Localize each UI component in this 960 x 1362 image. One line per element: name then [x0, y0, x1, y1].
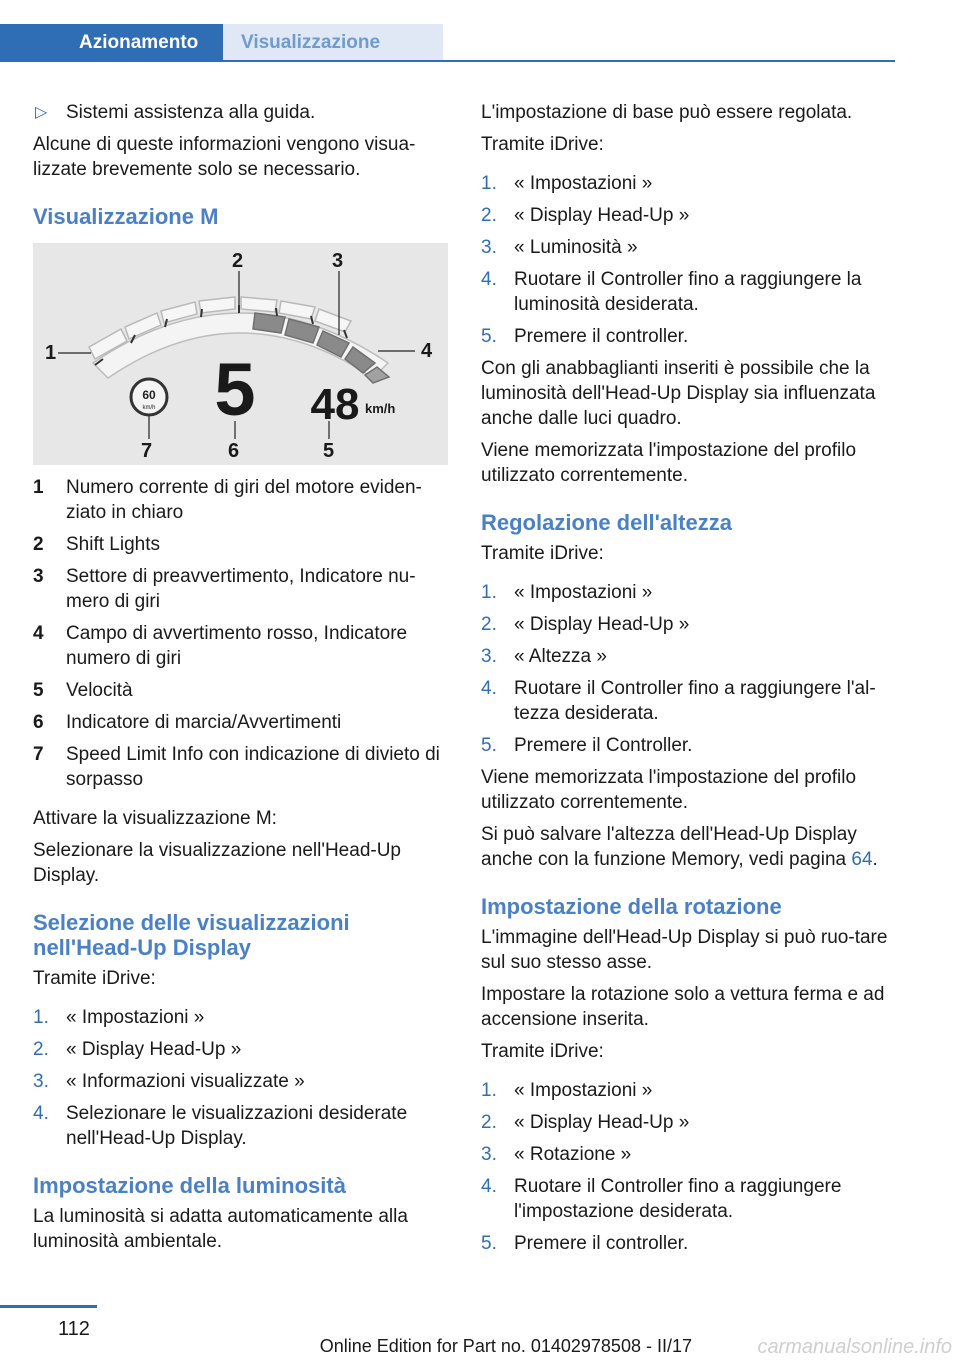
- fig-speed-unit: km/h: [365, 401, 396, 416]
- bullet-item: [33, 100, 448, 125]
- memory-text-end: .: [872, 849, 878, 870]
- step-number: 2.: [481, 205, 497, 226]
- figure-legend: [33, 475, 448, 792]
- legend-text: Indicatore di marcia/Avvertimenti: [66, 712, 342, 733]
- luminosity-base-text: L'impostazione di base può essere regolata.: [481, 102, 853, 123]
- section-title-m: Visualizzazione M: [33, 204, 219, 229]
- fig-speed: 48: [310, 380, 360, 429]
- step-number: 5.: [481, 1233, 497, 1254]
- step-item: [33, 1037, 448, 1062]
- edition-text: Online Edition for Part no. 01402978508 - II/17: [319, 1336, 692, 1356]
- section-title-height: Regolazione dell'altezza: [481, 510, 732, 535]
- page-number: 112: [58, 1318, 90, 1340]
- step-text: Ruotare il Controller fino a raggiungere l'impostazione desiderata.: [514, 1176, 842, 1222]
- step-item: [481, 612, 901, 637]
- fig-label-2: 2: [232, 250, 244, 272]
- step-item: [481, 235, 901, 260]
- step-number: 4.: [33, 1103, 49, 1124]
- step-item: [481, 1174, 901, 1224]
- legend-text: Numero corrente di giri del motore eviden‐ziato in chiaro: [66, 477, 422, 523]
- step-text: « Impostazioni »: [514, 1080, 653, 1101]
- step-item: [481, 1078, 901, 1103]
- fig-gear: 5: [214, 348, 256, 431]
- step-number: 3.: [481, 237, 497, 258]
- step-text: Ruotare il Controller fino a raggiungere l'al‐tezza desiderata.: [514, 678, 876, 724]
- step-number: 3.: [481, 646, 497, 667]
- steps-selection: [33, 1005, 448, 1151]
- step-text: « Rotazione »: [514, 1144, 632, 1165]
- step-text: Premere il Controller.: [514, 735, 693, 756]
- legend-row: [33, 621, 448, 671]
- step-item: [481, 580, 901, 605]
- legend-row: [33, 564, 448, 614]
- legend-text: Speed Limit Info con indicazione di divieto di sorpasso: [66, 744, 440, 790]
- step-text: Ruotare il Controller fino a raggiungere la luminosità desiderata.: [514, 269, 862, 315]
- intro-text: Alcune di queste informazioni vengono visua‐lizzate brevemente solo se necessario.: [33, 134, 416, 180]
- legend-number: 6: [33, 712, 44, 733]
- step-text: « Display Head-Up »: [514, 205, 690, 226]
- legend-row: [33, 742, 448, 792]
- section-title-rotation: Impostazione della rotazione: [481, 894, 782, 919]
- height-memo: Viene memorizzata l'impostazione del profilo utilizzato correntemente.: [481, 767, 857, 813]
- step-item: [481, 1142, 901, 1167]
- fig-label-5: 5: [323, 440, 335, 462]
- step-text: « Impostazioni »: [66, 1007, 205, 1028]
- step-text: Premere il controller.: [514, 1233, 689, 1254]
- step-number: 2.: [33, 1039, 49, 1060]
- right-column: [481, 100, 901, 1263]
- legend-row: [33, 678, 448, 703]
- step-item: [481, 676, 901, 726]
- tab-visualizzazione[interactable]: Visualizzazione: [223, 24, 443, 62]
- step-item: [481, 644, 901, 669]
- step-item: [481, 324, 901, 349]
- footer-divider: [0, 1305, 97, 1308]
- step-text: Premere il controller.: [514, 326, 689, 347]
- steps-height: [481, 580, 901, 758]
- fig-label-3: 3: [332, 250, 344, 272]
- fig-limit-unit: km/h: [142, 405, 156, 411]
- fig-label-4: 4: [421, 340, 433, 362]
- fig-label-6: 6: [228, 440, 240, 462]
- legend-row: [33, 475, 448, 525]
- step-number: 5.: [481, 735, 497, 756]
- steps-rotation: [481, 1078, 901, 1256]
- watermark: carmanualsonline.info: [757, 1336, 952, 1358]
- step-text: « Display Head-Up »: [66, 1039, 242, 1060]
- step-text: « Luminosità »: [514, 237, 638, 258]
- step-item: [481, 171, 901, 196]
- idrive-label: Tramite iDrive:: [481, 1041, 604, 1062]
- hud-m-figure: [33, 243, 448, 465]
- tab-azionamento[interactable]: Azionamento: [0, 24, 223, 62]
- header-tabs: [0, 0, 960, 62]
- step-number: 2.: [481, 614, 497, 635]
- step-item: [481, 1231, 901, 1256]
- legend-number: 5: [33, 680, 44, 701]
- idrive-label: Tramite iDrive:: [481, 543, 604, 564]
- step-text: « Display Head-Up »: [514, 614, 690, 635]
- rotation-text-2: Impostare la rotazione solo a vettura ferma e ad accensione inserita.: [481, 984, 885, 1030]
- step-text: « Informazioni visualizzate »: [66, 1071, 305, 1092]
- step-number: 1.: [481, 1080, 497, 1101]
- legend-text: Campo di avvertimento rosso, Indicatore numero di giri: [66, 623, 408, 669]
- step-number: 1.: [33, 1007, 49, 1028]
- fig-limit-value: 60: [142, 388, 156, 402]
- section-title-luminosity: Impostazione della luminosità: [33, 1173, 346, 1198]
- step-number: 1.: [481, 582, 497, 603]
- left-column: [33, 100, 448, 1261]
- legend-text: Velocità: [66, 680, 133, 701]
- step-text: « Impostazioni »: [514, 173, 653, 194]
- legend-number: 3: [33, 566, 44, 587]
- fig-label-1: 1: [45, 342, 57, 364]
- step-item: [481, 203, 901, 228]
- bullet-text: Sistemi assistenza alla guida.: [66, 102, 316, 123]
- activate-m-text: Attivare la visualizzazione M:: [33, 808, 277, 829]
- legend-row: [33, 532, 448, 557]
- step-item: [481, 1110, 901, 1135]
- header-divider: [0, 60, 895, 62]
- step-number: 4.: [481, 269, 497, 290]
- step-item: [481, 733, 901, 758]
- legend-number: 2: [33, 534, 44, 555]
- step-text: « Impostazioni »: [514, 582, 653, 603]
- legend-text: Shift Lights: [66, 534, 160, 555]
- fig-label-7: 7: [141, 440, 153, 462]
- step-item: [481, 267, 901, 317]
- legend-number: 1: [33, 477, 44, 498]
- step-text: « Display Head-Up »: [514, 1112, 690, 1133]
- legend-number: 7: [33, 744, 44, 765]
- legend-number: 4: [33, 623, 44, 644]
- step-number: 4.: [481, 678, 497, 699]
- step-number: 5.: [481, 326, 497, 347]
- step-item: [33, 1101, 448, 1151]
- page-link[interactable]: 64: [851, 849, 873, 870]
- step-number: 3.: [481, 1144, 497, 1165]
- luminosity-memo: Viene memorizzata l'impostazione del profilo utilizzato correntemente.: [481, 440, 857, 486]
- step-number: 1.: [481, 173, 497, 194]
- legend-text: Settore di preavvertimento, Indicatore nu‐mero di giri: [66, 566, 416, 612]
- rotation-text-1: L'immagine dell'Head-Up Display si può ruo‐tare sul suo stesso asse.: [481, 927, 888, 973]
- step-item: [33, 1069, 448, 1094]
- idrive-label: Tramite iDrive:: [481, 134, 604, 155]
- legend-row: [33, 710, 448, 735]
- step-item: [33, 1005, 448, 1030]
- luminosity-text: La luminosità si adatta automaticamente alla luminosità ambientale.: [33, 1206, 408, 1252]
- step-number: 4.: [481, 1176, 497, 1197]
- step-number: 3.: [33, 1071, 49, 1092]
- section-title-selection: Selezione delle visualizzazioni nell'Head-Up Display: [33, 910, 350, 960]
- triangle-bullet-icon: ▷: [35, 104, 48, 121]
- step-number: 2.: [481, 1112, 497, 1133]
- hud-m-illustration: [33, 243, 448, 465]
- steps-luminosity: [481, 171, 901, 349]
- step-text: « Altezza »: [514, 646, 607, 667]
- luminosity-note: Con gli anabbaglianti inseriti è possibile che la luminosità dell'Head-Up Display sia influenzata anche dalle luci quadro.: [481, 358, 876, 429]
- idrive-label: Tramite iDrive:: [33, 968, 156, 989]
- select-m-text: Selezionare la visualizzazione nell'Head-Up Display.: [33, 840, 401, 886]
- height-memory-text: [481, 822, 901, 872]
- memory-text: Si può salvare l'altezza dell'Head-Up Display anche con la funzione Memory, vedi pagina: [481, 824, 857, 870]
- step-text: Selezionare le visualizzazioni desiderate nell'Head-Up Display.: [66, 1103, 408, 1149]
